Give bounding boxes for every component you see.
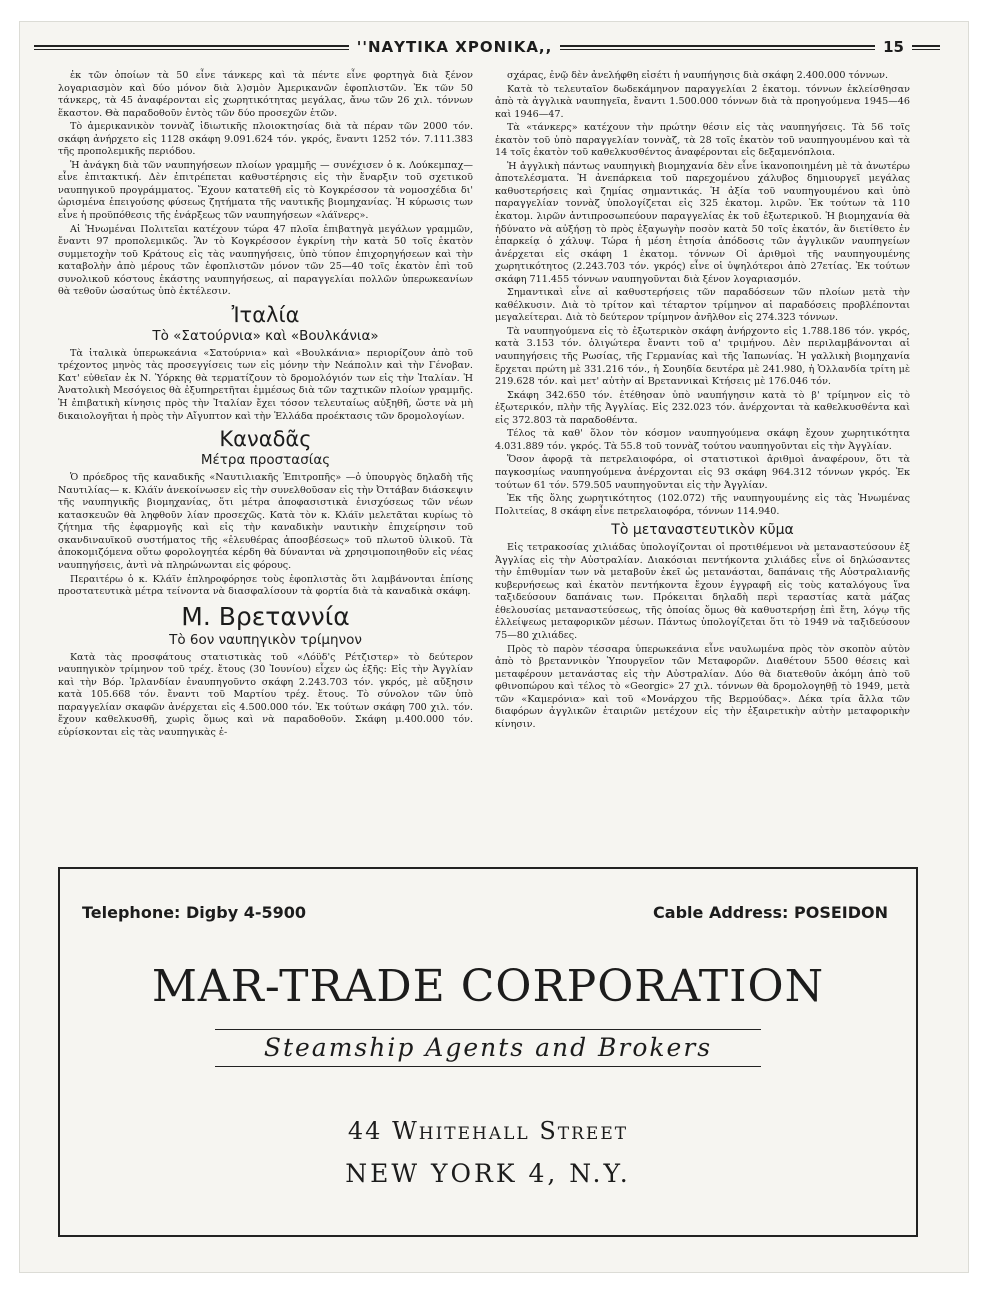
paragraph: Αἱ Ἡνωμέναι Πολιτεῖαι κατέχουν τώρα 47 πλοῖα ἐπιβατηγὰ μεγάλων γραμμῶν, ἔναντι 97 προπολεμικῶς. Ἂν τὸ Κογκρέσσον ἐγκρίνη τὴν κατὰ 50 τοῖς ἑκατὸν συμμετοχὴν τοῦ Κράτους εἰς τὰς ναυπηγήσεις, ὑπὸ τύπον ἐπιχορηγήσεων καὶ τὴν καταβολὴν ἀπὸ μέρους τῶν ἐφοπλιστῶν μόνον τῶν 25—40 τοῖς ἑκατὸν ἐπὶ τοῦ συνολικοῦ κόστους ἑκάστης ναυπηγήσεως, αἱ παραγγελίαι πολλῶν ὑπερωκεανίων θὰ τεθοῦν ὡσαύτως ὑπὸ ἐκτέλεσιν. xyxy=(58,223,473,298)
paragraph: Τὰ ἰταλικὰ ὑπερωκεάνια «Σατούρνια» καὶ «Βουλκάνια» περιορίζουν ἀπὸ τοῦ τρέχοντος μηνὸς τὰς προσεγγίσεις των εἰς μόνην τὴν Νεάπολιν καὶ τὴν Γένοβαν. Κατ' εὐθεῖαν ἐκ Ν. Ὑόρκης θὰ τερματίζουν τὸ δρομολόγιόν των εἰς τὴν Ἰταλίαν. Ἡ Ἀνατολικὴ Μεσόγειος θὰ ἐξυπηρετῆται ἐμμέσως διὰ τῶν ταχτικῶν πλοίων γραμμῆς. Ἡ ἐπιβατικὴ κίνησις πρὸς τὴν Ἰταλίαν ἔχει τόσον τελευταίως αὐξηθῆ, ὥστε νὰ μὴ δικαιολογῆται ἡ πρὸς τὴν Αἴγυπτον καὶ τὴν Ἑλλάδα προέκτασις τῶν δρομολογίων. xyxy=(58,347,473,422)
paragraph: Ἐκ τῆς ὅλης χωρητικότητος (102.072) τῆς ναυπηγουμένης εἰς τὰς Ἡνωμένας Πολιτείας, 8 σκάφη εἶνε πετρελαιοφόρα, τόννων 114.940. xyxy=(495,493,910,517)
ad-city: NEW YORK 4, N.Y. xyxy=(345,1159,631,1188)
paragraph: Σημαντικαὶ εἶνε αἱ καθυστερήσεις τῶν παραδόσεων τῶν πλοίων μετὰ τὴν καθέλκυσιν. Διὰ τὸ τρίτον καὶ τέταρτον τρίμηνον αἱ παραδόσεις προβλέπονται μεγαλείτεραι. Διὰ τὸ δεύτερον τρίμηνον ἀνῆλθον εἰς 274.323 τόννων. xyxy=(495,287,910,324)
section-title-migration: Τὸ μεταναστευτικὸν κῦμα xyxy=(611,522,794,539)
article-columns xyxy=(58,70,918,865)
paragraph: Κατὰ τὰς προσφάτους στατιστικὰς τοῦ «Λόϋδ'ς Ρέτζιστερ» τὸ δεύτερον ναυπηγικὸν τρίμηνον τοῦ τρέχ. ἔτους (30 Ἰουνίου) εἶχεν ὡς ἑξῆς: Εἰς τὴν Ἀγγλίαν καὶ τὴν Βόρ. Ἰρλανδίαν ἐναυπηγοῦντο σκάφη 2.243.703 τόν. γκρός, μὲ αὔξησιν κατὰ 105.668 τόν. ἔναντι τοῦ Μαρτίου τρέχ. ἔτους. Τὸ σύνολον τῶν ὑπὸ παραγγελίαν σκαφῶν ἀνέρχεται εἰς 4.500.000 τόν. Ἐκ τούτων σκάφη 700 χιλ. τόν. ἔχουν καθελκυσθῆ, χωρὶς ὅμως καὶ νὰ παραδοθοῦν. Σκάφη μ.400.000 τόν. εὑρίσκονται εἰς τὰς ναυπηγικὰς ἐ- xyxy=(58,651,473,738)
section-title-uk: Μ. Βρεταννία xyxy=(181,601,350,631)
paragraph: Τὰ ναυπηγούμενα εἰς τὸ ἐξωτερικὸν σκάφη ἀνήρχοντο εἰς 1.788.186 τόν. γκρός, κατὰ 3.153 τόν. ὀλιγώτερα ἔναντι τοῦ α' τριμήνου. Δὲν περιλαμβάνονται αἱ ναυπηγήσεις τῆς Ρωσίας, τῆς Γερμανίας καὶ τῆς Ἰαπωνίας. Ἡ γαλλικὴ βιομηχανία ἔρχεται πρώτη μὲ 331.216 τόν., ἡ Σουηδία δευτέρα μὲ 241.980, ἡ Ὁλλανδία τρίτη μὲ 219.628 τόν. καὶ μετ' αὐτὴν αἱ Βρεταννικαὶ Κτήσεις μὲ 176.046 τόν. xyxy=(495,325,910,388)
paragraph: Τέλος τὰ καθ' ὅλον τὸν κόσμον ναυπηγούμενα σκάφη ἔχουν χωρητικότητα 4.031.889 τόν. γκρός. Τὰ 55.8 τοῦ τοννὰζ τούτου ναυπηγοῦνται εἰς τὴν Ἀγγλίαν. xyxy=(495,428,910,452)
left-column xyxy=(58,70,473,740)
paragraph: Εἰς τετρακοσίας χιλιάδας ὑπολογίζονται οἱ προτιθέμενοι νὰ μεταναστεύσουν ἐξ Ἀγγλίας εἰς τὴν Αὐστραλίαν. Διακόσιαι πεντήκοντα χιλιάδες εἶνε οἱ δηλώσαντες τὴν ἐπιθυμίαν των νὰ μεταβοῦν ἐκεῖ ὡς μετανάσται, δαπάναις τῆς Αὐστραλιανῆς κυβερνήσεως καὶ ἑκατὸν πεντήκοντα ἔχουν ἐγγραφῆ εἰς τοὺς καταλόγους ἵνα ταξιδεύσουν δαπάναις των. Πρόκειται δηλαδὴ περὶ τεραστίας κατὰ μάζας ἐθελουσίας μεταναστεύσεως, τῆς ὁποίας ὅμως θὰ καθυστερήσῃ ἐπὶ ἔτη, λόγῳ τῆς ἐλλείψεως μεταφορικῶν μέσων. Πάντως ὑπολογίζεται ὅτι τὸ 1949 νὰ ταξιδεύσουν 75—80 χιλιάδες. xyxy=(495,542,910,641)
section-title-italy: Ἰταλία xyxy=(231,302,300,327)
section-title-canada: Καναδᾶς xyxy=(219,427,312,452)
right-column xyxy=(495,70,910,732)
masthead xyxy=(34,36,940,58)
page-number: 15 xyxy=(883,38,904,56)
section-subtitle-canada: Μέτρα προστασίας xyxy=(200,452,331,469)
ad-telephone: Telephone: Digby 4-5900 xyxy=(82,903,306,922)
paragraph: σχάρας, ἐνῷ δὲν ἀνελήφθη εἰσέτι ἡ ναυπήγησις διὰ σκάφη 2.400.000 τόννων. xyxy=(507,70,889,81)
paragraph: Πρὸς τὸ παρὸν τέσσαρα ὑπερωκεάνια εἶνε ναυλωμένα πρὸς τὸν σκοπὸν αὐτὸν ἀπὸ τὸ βρεταννικὸν Ὑπουργεῖον τῶν Μεταφορῶν. Διαθέτουν 5500 θέσεις καὶ μεταφέρουν μετανάστας εἰς τὴν Αὐστραλίαν. Δύο θὰ διατεθοῦν ἀκόμη ἀπὸ τοῦ φθινοπώρου καὶ τέλος τὸ «Georgic» 27 χιλ. τόννων θὰ δρομολογηθῇ τὸ 1949, μετὰ τῶν «Καμερόνια» καὶ τοῦ «Μονάρχου τῆς Βερμούδας». Δέκα τρία ἄλλα τῶν διαφόρων ἀγγλικῶν ἑταιριῶν μετέχουν εἰς τὴν ἐξαιρετικὴν αὐτὴν μεταφορικὴν κίνησιν. xyxy=(495,643,910,730)
paragraph: ἐκ τῶν ὁποίων τὰ 50 εἶνε τάνκερς καὶ τὰ πέντε εἶνε φορτηγὰ διὰ ξένον λογαριασμὸν καὶ δύο μόνον διὰ λ)σμὸν Ἀμερικανῶν ἐφοπλιστῶν. Ἐκ τῶν 50 τάνκερς, τὰ 45 ἀναφέρονται εἰς χωρητικότητας μεγάλας, ἄνω τῶν 26 χιλ. τόννων ἕκαστον. Θὰ παραδοθοῦν ἐντὸς τῶν δύο προσεχῶν ἐτῶν. xyxy=(58,70,473,119)
paragraph: Περαιτέρω ὁ κ. Κλάϊν ἐπληροφόρησε τοὺς ἐφοπλιστὰς ὅτι λαμβάνονται ἐπίσης προστατευτικὰ μέτρα τείνοντα νὰ διασφαλίσουν τὰ φορτία διὰ τὰ καναδικὰ σκάφη. xyxy=(58,573,473,598)
publication-title: ''ΝΑΥΤΙΚΑ ΧΡΟΝΙΚΑ,, xyxy=(356,38,553,56)
paragraph: Ὁ πρόεδρος τῆς καναδικῆς «Ναυτιλιακῆς Ἐπιτροπῆς» —ὁ ὑπουργὸς δηλαδὴ τῆς Ναυτιλίας— κ. Κλάϊν ἀνεκοίνωσεν εἰς τὴν συνελθοῦσαν εἰς τὴν Ὀττάβαν διάσκεψιν τῆς ναυπηγικῆς βιομηχανίας, ὅτι μέτρα ἀποφασιστικὰ ἐνισχύσεως τῶν νέων κατασκευῶν θὰ ληφθοῦν λίαν προσεχῶς. Κατὰ τὸν κ. Κλάϊν μελετᾶται κυρίως τὸ ζήτημα τῆς ἐφαρμογῆς καὶ εἰς τὴν καναδικὴν ναυτικὴν ἐπιχείρησιν τοῦ σκανδιναυϊκοῦ συστήματος τῆς «ἐλευθέρας ἀποσβέσεως» τοῦ πλωτοῦ ὑλικοῦ. Τὰ ἀποκομιζόμενα οὕτω φορολογητέα κέρδη θὰ δύνανται νὰ χρησιμοποιηθοῦν εἰς νέας ναυπηγήσεις, ἀντὶ νὰ πληρώνωνται εἰς φόρους. xyxy=(58,472,473,571)
advertisement-box xyxy=(58,867,918,1237)
section-subtitle-uk: Τὸ 6ον ναυπηγικὸν τρίμηνον xyxy=(169,631,362,648)
paragraph: Κατὰ τὸ τελευταῖον δωδεκάμηνον παραγγελίαι 2 ἑκατομ. τόννων ἐκλείσθησαν ἀπὸ τὰ ἀγγλικὰ ναυπηγεῖα, ἔναντι 1.500.000 τόννων διὰ τὰ προηγούμενα 1945—46 καὶ 1946—47. xyxy=(495,83,910,120)
paragraph: Τὸ ἀμερικανικὸν τοννὰζ ἰδιωτικῆς πλοιοκτησίας διὰ τὰ πέραν τῶν 2000 τόν. σκάφη ἀνήρχετο εἰς 1128 σκάφη 9.091.624 τόν. γκρός, ἔναντι 1252 τόν. 7.111.383 τῆς προπολεμικῆς περιόδου. xyxy=(58,121,473,158)
ad-company-name: MAR-TRADE CORPORATION xyxy=(151,961,825,1012)
paragraph: Σκάφη 342.650 τόν. ἐτέθησαν ὑπὸ ναυπήγησιν κατὰ τὸ β' τρίμηνον εἰς τὸ ἐξωτερικόν, πλὴν τῆς Ἀγγλίας. Εἰς 232.023 τόν. ἀνέρχονται τὰ καθελκυσθέντα καὶ εἰς 372.803 τὰ παραδοθέντα. xyxy=(495,389,910,426)
paragraph: Τὰ «τάνκερς» κατέχουν τὴν πρώτην θέσιν εἰς τὰς ναυπηγήσεις. Τὰ 56 τοῖς ἑκατὸν τοῦ ὑπὸ παραγγελίαν τοννὰζ, τὰ 28 τοῖς ἑκατὸν τοῦ ναυπηγουμένου καὶ τὰ 14 τοῖς ἑκατὸν τοῦ καθελκυσθέντος ἀναφέρονται εἰς δεξαμενόπλοια. xyxy=(495,122,910,159)
page xyxy=(20,22,968,1272)
ad-street-address: 44 Whitehall Street xyxy=(347,1117,629,1145)
masthead-rule-end xyxy=(912,45,940,50)
masthead-rule-left xyxy=(34,45,349,50)
paragraph: Ἡ ἀγγλικὴ πάντως ναυπηγικὴ βιομηχανία δὲν εἶνε ἱκανοποιημένη μὲ τὰ ἀνωτέρω ἀποτελέσματα. Ἡ ἀνεπάρκεια τοῦ παρεχομένου χάλυβος δημιουργεῖ μεγάλας καθυστερήσεις καὶ ζημίας σημαντικάς. Ἡ ἀξία τοῦ ναυπηγουμένου καὶ ὑπὸ παραγγελίαν τοννὰζ ὑπολογίζεται εἰς 325 ἑκατομ. λιρῶν. Ἐκ τούτων τὰ 110 ἑκατομ. λιρῶν ἀντιπροσωπεύουν παραγγελίας ἐκ τοῦ ἐξωτερικοῦ. Ἡ βιομηχανία θὰ ἠδύνατο νὰ αὐξήσῃ τὸ πρὸς ἐξαγωγὴν ποσὸν κατὰ 50 τοῖς ἑκατόν, ἂν διετίθετο ἐν ἐπαρκείᾳ ὁ χάλυψ. Τώρα ἡ μέση ἐτησία ἀπόδοσις τῶν ἀγγλικῶν ναυπηγείων ἀνέρχεται εἰς σκάφη 1 ἑκατομ. τόννων Οἱ ἀριθμοὶ τῆς ναυπηγουμένης χωρητικότητος (2.243.703 τόν. γκρός) εἶνε οἱ ὑψηλότεροι ἀπὸ 27ετίας. Ἐκ τούτων σκάφη 711.455 τόννων ναυπηγοῦνται διὰ ξένον λογαριασμόν. xyxy=(495,160,910,285)
section-subtitle-italy: Τὸ «Σατούρνια» καὶ «Βουλκάνια» xyxy=(152,327,379,344)
paragraph: Ὅσον ἀφορᾷ τὰ πετρελαιοφόρα, οἱ στατιστικοὶ ἀριθμοὶ ἀναφέρουν, ὅτι τὰ παγκοσμίως ναυπηγούμενα ἀνέρχονται εἰς 93 σκάφη 964.312 τόννων γκρός. Ἐκ τούτων 61 τόν. 579.505 ναυπηγοῦνται εἰς τὴν Ἀγγλίαν. xyxy=(495,454,910,491)
masthead-rule-right xyxy=(560,45,875,50)
paragraph: Ἡ ἀνάγκη διὰ τῶν ναυπηγήσεων πλοίων γραμμῆς — συνέχισεν ὁ κ. Λούκεμπαχ— εἶνε ἐπιτακτική. Δὲν ἐπιτρέπεται καθυστέρησις εἰς τὴν ἔναρξιν τοῦ σχετικοῦ ναυπηγικοῦ προγράμματος. Ἔχουν κατατεθῆ εἰς τὸ Κογκρέσσον τὰ νομοσχέδια δι' ὡρισμένα ἐπειγούσης φύσεως ζητήματα τῆς ναυτικῆς βιομηχανίας. Ἡ κύρωσις των εἶνε ἡ προϋπόθεσις τῆς ἐνάρξεως τῶν ναυπηγήσεων «λάϊνερς». xyxy=(58,159,473,222)
ad-tagline: Steamship Agents and Brokers xyxy=(215,1029,761,1067)
ad-cable-address: Cable Address: POSEIDON xyxy=(653,903,888,922)
